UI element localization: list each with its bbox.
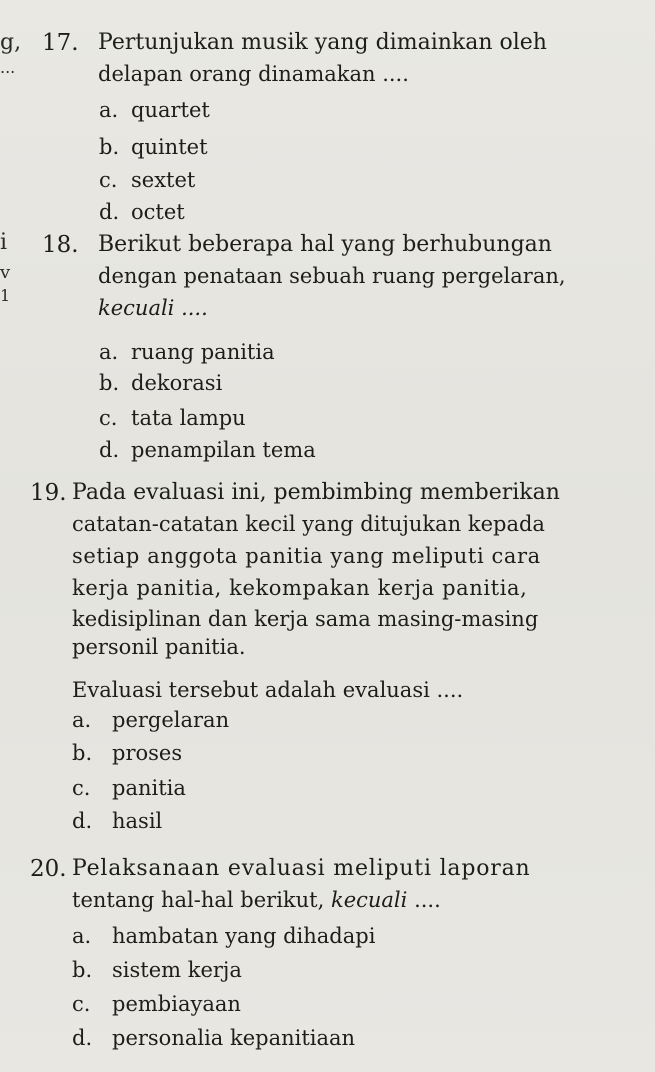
question-text: setiap anggota panitia yang meliputi cara xyxy=(72,544,541,568)
question-text: kedisiplinan dan kerja sama masing-masing xyxy=(72,607,539,631)
question-text: tentang hal-hal berikut, kecuali .... xyxy=(72,888,441,912)
question-text: kerja panitia, kekompakan kerja panitia, xyxy=(72,576,528,600)
option-d: d. penampilan tema xyxy=(99,438,316,462)
option-a: a. ruang panitia xyxy=(99,340,275,364)
margin-mark: v xyxy=(0,262,11,283)
option-b: b. proses xyxy=(72,741,183,765)
option-c: c. sextet xyxy=(99,168,196,192)
question-text: dengan penataan sebuah ruang pergelaran, xyxy=(98,264,566,288)
margin-mark: g, xyxy=(0,30,22,55)
question-text: catatan-catatan kecil yang ditujukan kepada xyxy=(72,512,545,536)
question-text: Berikut beberapa hal yang berhubungan xyxy=(98,232,552,257)
option-a: a. quartet xyxy=(99,98,210,122)
option-a: a. pergelaran xyxy=(72,708,230,732)
question-number: 19. xyxy=(30,480,67,506)
option-b: b. quintet xyxy=(99,135,208,159)
question-text: Pertunjukan musik yang dimainkan oleh xyxy=(98,30,547,55)
question-text: Pelaksanaan evaluasi meliputi laporan xyxy=(72,856,531,881)
option-d: d. hasil xyxy=(72,809,163,833)
question-text: personil panitia. xyxy=(72,635,246,659)
option-c: c. panitia xyxy=(72,776,186,800)
question-subtext: Evaluasi tersebut adalah evaluasi .... xyxy=(72,678,464,702)
question-text: delapan orang dinamakan .... xyxy=(98,62,409,86)
option-a: a. hambatan yang dihadapi xyxy=(72,924,376,948)
question-number: 20. xyxy=(30,856,67,882)
option-c: c. tata lampu xyxy=(99,406,246,430)
question-number: 18. xyxy=(42,232,79,258)
option-b: b. sistem kerja xyxy=(72,958,242,982)
margin-mark: i xyxy=(0,230,8,255)
option-d: d. personalia kepanitiaan xyxy=(72,1026,356,1050)
option-c: c. pembiayaan xyxy=(72,992,241,1016)
option-b: b. dekorasi xyxy=(99,371,223,395)
question-text: kecuali .... xyxy=(98,296,208,320)
margin-mark: 1 xyxy=(0,286,11,305)
option-d: d. octet xyxy=(99,200,185,224)
margin-mark: ... xyxy=(0,58,16,77)
question-text: Pada evaluasi ini, pembimbing memberikan xyxy=(72,480,560,505)
question-number: 17. xyxy=(42,30,79,56)
